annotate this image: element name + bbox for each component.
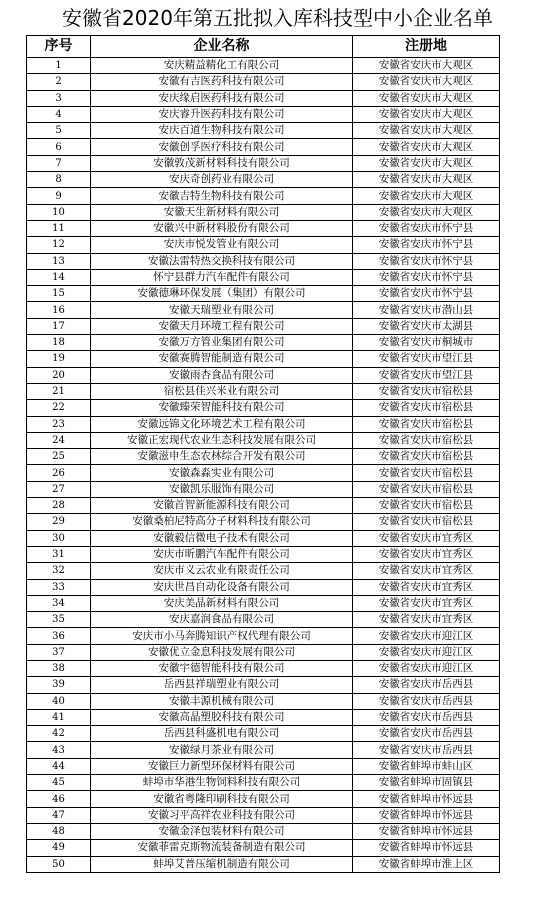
cell-no: 20 [27,367,91,383]
cell-company-name: 安徽雨杏食品有限公司 [91,367,353,383]
table-row [27,335,500,351]
table-row [27,530,500,546]
table-row [27,644,500,660]
table-row [27,449,500,465]
cell-no: 29 [27,514,91,530]
cell-no: 42 [27,726,91,742]
table-row [27,628,500,644]
table-row [27,612,500,628]
table-row [27,106,500,122]
cell-location: 安徽省安庆市岳西县 [353,742,500,758]
table-row [27,74,500,90]
cell-location: 安徽省安庆市迎江区 [353,660,500,676]
cell-location: 安徽省安庆市宿松县 [353,514,500,530]
column-header-location: 注册地 [353,36,500,58]
cell-company-name: 安庆市昕鹏汽车配件有限公司 [91,546,353,562]
cell-no: 30 [27,530,91,546]
cell-location: 安徽省安庆市怀宁县 [353,220,500,236]
cell-no: 10 [27,204,91,220]
cell-no: 13 [27,253,91,269]
cell-company-name: 安庆嘉润食品有限公司 [91,612,353,628]
cell-company-name: 怀宁县群力汽车配件有限公司 [91,269,353,285]
cell-location: 安徽省安庆市宜秀区 [353,595,500,611]
cell-company-name: 安徽兴中新材料股份有限公司 [91,220,353,236]
cell-company-name: 安徽有吉医药科技有限公司 [91,74,353,90]
cell-location: 安徽省安庆市宿松县 [353,432,500,448]
cell-company-name: 安徽金泽包装材料有限公司 [91,823,353,839]
cell-company-name: 安徽远锦文化环境艺术工程有限公司 [91,416,353,432]
table-row [27,351,500,367]
table-row [27,595,500,611]
cell-location: 安徽省安庆市太湖县 [353,318,500,334]
cell-company-name: 安徽省粤隆印刷科技有限公司 [91,791,353,807]
cell-location: 安徽省蚌埠市怀远县 [353,823,500,839]
cell-no: 44 [27,758,91,774]
cell-company-name: 安徽菲雷克斯物流装备制造有限公司 [91,840,353,856]
cell-no: 1 [27,58,91,74]
cell-location: 安徽省蚌埠市怀远县 [353,840,500,856]
cell-company-name: 安徽创孚医疗科技有限公司 [91,139,353,155]
table-row [27,286,500,302]
table-row [27,465,500,481]
company-table [26,35,500,873]
cell-no: 6 [27,139,91,155]
cell-location: 安徽省安庆市宜秀区 [353,546,500,562]
table-row [27,253,500,269]
cell-company-name: 安徽毅信微电子技术有限公司 [91,530,353,546]
table-row [27,123,500,139]
table-row [27,400,500,416]
table-row [27,807,500,823]
table-row [27,188,500,204]
cell-location: 安徽省安庆市大观区 [353,74,500,90]
cell-location: 安徽省安庆市大观区 [353,90,500,106]
cell-company-name: 蚌埠艾普压缩机制造有限公司 [91,856,353,872]
cell-company-name: 安庆世昌自动化设备有限公司 [91,579,353,595]
cell-company-name: 安徽桑柏尼特高分子材料科技有限公司 [91,514,353,530]
table-row [27,481,500,497]
cell-company-name: 安徽赛腾智能制造有限公司 [91,351,353,367]
cell-no: 3 [27,90,91,106]
cell-no: 26 [27,465,91,481]
table-row [27,514,500,530]
cell-company-name: 安庆睿升医药科技有限公司 [91,106,353,122]
cell-location: 安徽省安庆市宿松县 [353,400,500,416]
cell-location: 安徽省安庆市怀宁县 [353,286,500,302]
cell-location: 安徽省安庆市宿松县 [353,465,500,481]
cell-no: 21 [27,383,91,399]
table-row [27,775,500,791]
cell-company-name: 安庆市义云农业有限责任公司 [91,563,353,579]
table-row [27,709,500,725]
table-row [27,742,500,758]
cell-location: 安徽省安庆市迎江区 [353,644,500,660]
cell-company-name: 安徽法雷特热交换科技有限公司 [91,253,353,269]
cell-location: 安徽省安庆市大观区 [353,58,500,74]
table-row [27,693,500,709]
cell-location: 安徽省安庆市大观区 [353,106,500,122]
cell-no: 16 [27,302,91,318]
cell-company-name: 宿松县佳兴米业有限公司 [91,383,353,399]
cell-company-name: 安庆百道生物科技有限公司 [91,123,353,139]
cell-company-name: 安徽臻荣智能科技有限公司 [91,400,353,416]
table-body [27,58,500,873]
cell-no: 23 [27,416,91,432]
cell-location: 安徽省蚌埠市怀远县 [353,791,500,807]
cell-location: 安徽省安庆市迎江区 [353,628,500,644]
cell-company-name: 安徽高晶塑胶科技有限公司 [91,709,353,725]
cell-no: 48 [27,823,91,839]
cell-location: 安徽省蚌埠市淮上区 [353,856,500,872]
cell-company-name: 安徽森淼实业有限公司 [91,465,353,481]
cell-company-name: 安庆市悦发管业有限公司 [91,237,353,253]
table-row [27,58,500,74]
cell-no: 14 [27,269,91,285]
cell-location: 安徽省安庆市大观区 [353,139,500,155]
cell-company-name: 安徽丰源机械有限公司 [91,693,353,709]
cell-location: 安徽省安庆市宜秀区 [353,612,500,628]
table-row [27,139,500,155]
cell-company-name: 安徽万方管业集团有限公司 [91,335,353,351]
cell-location: 安徽省安庆市桐城市 [353,335,500,351]
cell-location: 安徽省安庆市宜秀区 [353,530,500,546]
cell-no: 45 [27,775,91,791]
cell-company-name: 安庆市小马奔腾知识产权代理有限公司 [91,628,353,644]
cell-location: 安徽省安庆市大观区 [353,123,500,139]
cell-no: 31 [27,546,91,562]
table-row [27,367,500,383]
cell-company-name: 蚌埠市华港生物饲料科技有限公司 [91,775,353,791]
table-row [27,237,500,253]
cell-location: 安徽省蚌埠市怀远县 [353,807,500,823]
table-row [27,726,500,742]
cell-no: 18 [27,335,91,351]
cell-company-name: 安庆美晶新材料有限公司 [91,595,353,611]
cell-no: 37 [27,644,91,660]
cell-no: 4 [27,106,91,122]
cell-no: 50 [27,856,91,872]
cell-no: 25 [27,449,91,465]
cell-no: 34 [27,595,91,611]
cell-company-name: 安徽巨力新型环保材料有限公司 [91,758,353,774]
cell-company-name: 安徽首智新能源科技有限公司 [91,498,353,514]
cell-no: 28 [27,498,91,514]
cell-no: 24 [27,432,91,448]
cell-no: 32 [27,563,91,579]
table-row [27,546,500,562]
cell-no: 5 [27,123,91,139]
cell-location: 安徽省安庆市望江县 [353,367,500,383]
cell-no: 8 [27,172,91,188]
cell-company-name: 安庆精益精化工有限公司 [91,58,353,74]
cell-no: 22 [27,400,91,416]
table-row [27,269,500,285]
cell-no: 39 [27,677,91,693]
cell-company-name: 岳西县祥瑞塑业有限公司 [91,677,353,693]
cell-company-name: 安徽天生新材料有限公司 [91,204,353,220]
table-row [27,758,500,774]
cell-location: 安徽省安庆市岳西县 [353,693,500,709]
table-row [27,318,500,334]
cell-no: 36 [27,628,91,644]
cell-location: 安徽省安庆市宿松县 [353,481,500,497]
table-row [27,563,500,579]
cell-location: 安徽省安庆市大观区 [353,155,500,171]
cell-company-name: 安徽绿月茶业有限公司 [91,742,353,758]
cell-no: 11 [27,220,91,236]
cell-no: 46 [27,791,91,807]
cell-location: 安徽省安庆市岳西县 [353,726,500,742]
cell-location: 安徽省安庆市怀宁县 [353,253,500,269]
table-row [27,204,500,220]
cell-company-name: 安徽凯乐服饰有限公司 [91,481,353,497]
table-row [27,90,500,106]
cell-location: 安徽省安庆市大观区 [353,188,500,204]
cell-no: 19 [27,351,91,367]
cell-location: 安徽省蚌埠市蚌山区 [353,758,500,774]
table-row [27,840,500,856]
cell-location: 安徽省安庆市大观区 [353,172,500,188]
cell-company-name: 安徽德琳环保发展（集团）有限公司 [91,286,353,302]
table-row [27,432,500,448]
cell-no: 27 [27,481,91,497]
table-row [27,383,500,399]
cell-location: 安徽省安庆市宜秀区 [353,563,500,579]
cell-company-name: 安徽正宏现代农业生态科技发展有限公司 [91,432,353,448]
cell-no: 33 [27,579,91,595]
cell-company-name: 安徽优立金息科技发展有限公司 [91,644,353,660]
cell-location: 安徽省安庆市岳西县 [353,677,500,693]
cell-location: 安徽省安庆市怀宁县 [353,237,500,253]
cell-location: 安徽省安庆市岳西县 [353,709,500,725]
cell-no: 49 [27,840,91,856]
cell-no: 35 [27,612,91,628]
cell-company-name: 安庆缘启医药科技有限公司 [91,90,353,106]
table-row [27,416,500,432]
cell-no: 38 [27,660,91,676]
cell-company-name: 安徽天瑞塑业有限公司 [91,302,353,318]
cell-location: 安徽省安庆市望江县 [353,351,500,367]
cell-no: 17 [27,318,91,334]
table-row [27,856,500,872]
cell-company-name: 安徽天月环境工程有限公司 [91,318,353,334]
cell-no: 43 [27,742,91,758]
cell-company-name: 安徽宇德智能科技有限公司 [91,660,353,676]
table-row [27,791,500,807]
table-row [27,579,500,595]
cell-location: 安徽省安庆市宿松县 [353,449,500,465]
cell-location: 安徽省安庆市大观区 [353,204,500,220]
cell-company-name: 安徽滋申生态农林综合开发有限公司 [91,449,353,465]
cell-location: 安徽省安庆市宿松县 [353,416,500,432]
table-row [27,155,500,171]
cell-no: 15 [27,286,91,302]
table-row [27,220,500,236]
cell-company-name: 安徽敦茂新材料科技有限公司 [91,155,353,171]
cell-no: 41 [27,709,91,725]
cell-location: 安徽省安庆市宿松县 [353,498,500,514]
cell-no: 7 [27,155,91,171]
page-title: 安徽省2020年第五批拟入库科技型中小企业名单 [62,6,493,30]
cell-location: 安徽省安庆市潜山县 [353,302,500,318]
cell-no: 47 [27,807,91,823]
table-row [27,677,500,693]
table-row [27,498,500,514]
column-header-no: 序号 [27,36,91,58]
cell-no: 12 [27,237,91,253]
table-row [27,302,500,318]
cell-no: 9 [27,188,91,204]
cell-location: 安徽省蚌埠市固镇县 [353,775,500,791]
cell-company-name: 安徽习平高祥农业科技有限公司 [91,807,353,823]
cell-location: 安徽省安庆市宜秀区 [353,579,500,595]
cell-location: 安徽省安庆市宿松县 [353,383,500,399]
table-header-row [27,36,500,58]
cell-company-name: 安庆奇创药业有限公司 [91,172,353,188]
column-header-name: 企业名称 [91,36,353,58]
table-row [27,823,500,839]
cell-location: 安徽省安庆市怀宁县 [353,269,500,285]
cell-company-name: 岳西县科盛机电有限公司 [91,726,353,742]
cell-no: 2 [27,74,91,90]
table-row [27,172,500,188]
table-row [27,660,500,676]
cell-company-name: 安徽吉特生物科技有限公司 [91,188,353,204]
cell-no: 40 [27,693,91,709]
